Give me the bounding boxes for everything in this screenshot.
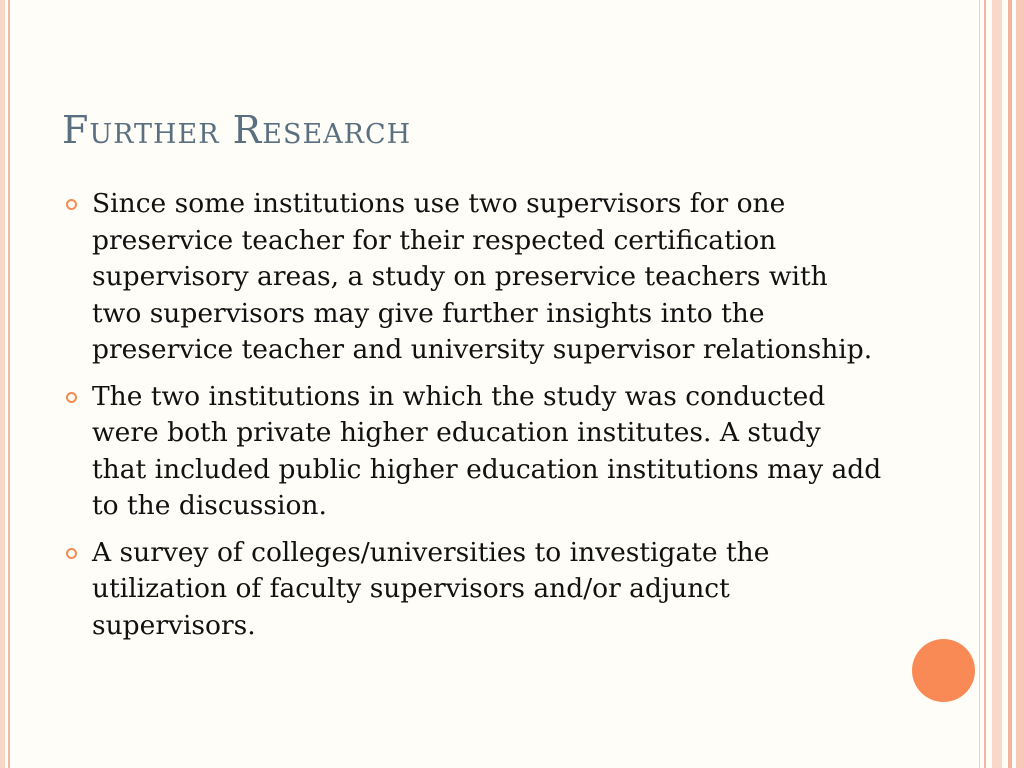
frame-right-line xyxy=(1008,0,1012,768)
bullet-list xyxy=(62,186,882,654)
decorative-orb xyxy=(912,639,975,702)
frame-left-line xyxy=(8,0,10,768)
frame-left-outer-line xyxy=(0,0,5,768)
bullet-text: The two institutions in which the study was conducted were both private higher education institutes. A study that included public higher education institutions may add to the discussion. xyxy=(92,380,882,521)
hollow-circle-bullet-icon xyxy=(66,199,77,210)
slide-title: Further Research xyxy=(62,108,412,152)
bullet-item xyxy=(62,379,882,525)
bullet-text: Since some institutions use two supervisors for one preservice teacher for their respected certification supervisory areas, a study on preservice teachers with two supervisors may give further insights into the preservice teacher and university supervisor relationship. xyxy=(92,188,873,365)
bullet-item xyxy=(62,186,882,369)
frame-right-line xyxy=(979,0,980,768)
frame-right-line xyxy=(984,0,986,768)
hollow-circle-bullet-icon xyxy=(66,392,77,403)
hollow-circle-bullet-icon xyxy=(66,548,77,559)
frame-right-line xyxy=(992,0,1002,768)
bullet-text: A survey of colleges/universities to investigate the utilization of faculty supervisors and/or adjunct supervisors. xyxy=(92,536,770,641)
bullet-item xyxy=(62,535,882,645)
frame-right-line xyxy=(1016,0,1024,768)
